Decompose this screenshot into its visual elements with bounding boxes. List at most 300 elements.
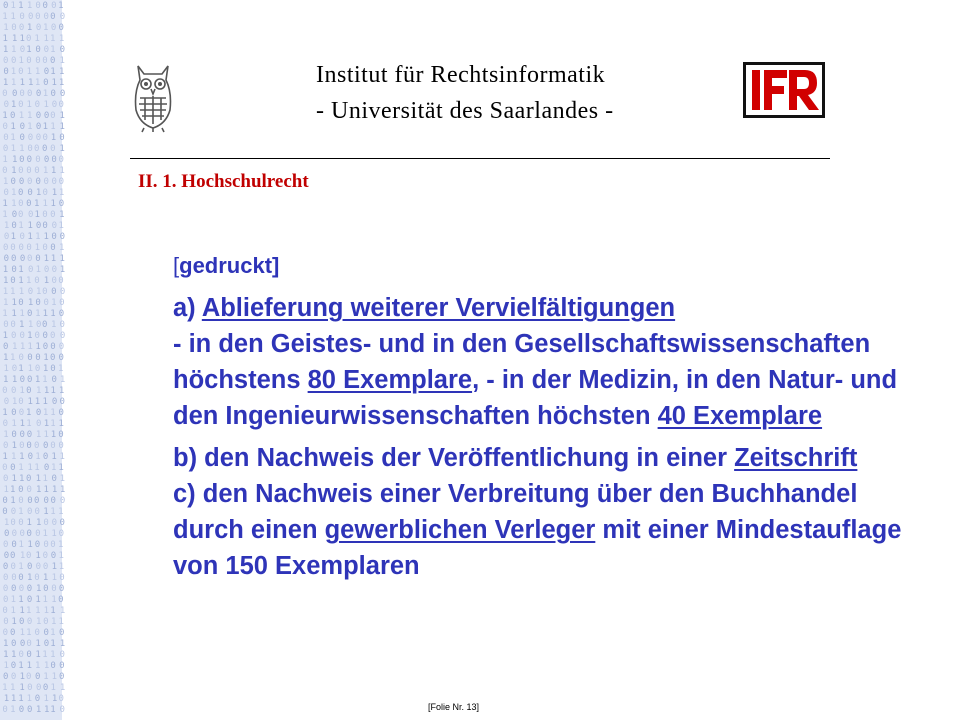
item-a-80-exemplare: 80 Exemplare xyxy=(307,366,473,394)
svg-text:0: 0 xyxy=(35,155,41,165)
svg-text:0: 0 xyxy=(26,584,33,594)
svg-text:0: 0 xyxy=(27,133,34,143)
svg-text:1: 1 xyxy=(18,265,24,275)
svg-text:0: 0 xyxy=(11,254,17,264)
svg-text:1: 1 xyxy=(50,507,56,517)
svg-text:1: 1 xyxy=(51,298,57,308)
svg-text:1: 1 xyxy=(18,320,25,330)
svg-text:0: 0 xyxy=(19,133,25,143)
svg-text:1: 1 xyxy=(18,287,25,297)
svg-text:1: 1 xyxy=(10,1,16,11)
svg-text:0: 0 xyxy=(2,166,8,176)
svg-text:0: 0 xyxy=(35,254,41,264)
svg-text:1: 1 xyxy=(19,452,25,462)
svg-text:0: 0 xyxy=(43,265,50,275)
svg-text:1: 1 xyxy=(35,650,41,660)
svg-text:1: 1 xyxy=(18,661,24,671)
svg-text:0: 0 xyxy=(43,67,50,77)
svg-text:1: 1 xyxy=(42,397,48,407)
svg-text:1: 1 xyxy=(35,386,42,396)
svg-text:0: 0 xyxy=(42,562,49,572)
svg-text:0: 0 xyxy=(51,276,57,286)
svg-text:1: 1 xyxy=(50,254,57,264)
svg-text:0: 0 xyxy=(27,705,33,715)
svg-text:0: 0 xyxy=(2,496,8,506)
svg-text:1: 1 xyxy=(10,353,16,363)
svg-text:0: 0 xyxy=(35,408,42,418)
svg-text:1: 1 xyxy=(11,155,18,165)
svg-text:0: 0 xyxy=(19,639,26,649)
svg-text:0: 0 xyxy=(59,320,65,330)
slide-content xyxy=(173,248,913,590)
svg-text:1: 1 xyxy=(34,67,41,77)
svg-text:1: 1 xyxy=(27,463,33,473)
svg-text:1: 1 xyxy=(10,12,16,22)
svg-text:1: 1 xyxy=(26,628,32,638)
svg-text:1: 1 xyxy=(50,386,56,396)
svg-text:0: 0 xyxy=(58,276,64,286)
svg-text:1: 1 xyxy=(27,320,34,330)
svg-text:0: 0 xyxy=(2,441,9,451)
svg-text:0: 0 xyxy=(18,210,24,220)
svg-text:0: 0 xyxy=(10,463,16,473)
svg-text:0: 0 xyxy=(35,298,41,308)
svg-text:1: 1 xyxy=(35,617,42,627)
svg-text:0: 0 xyxy=(18,573,24,583)
svg-text:1: 1 xyxy=(43,254,49,264)
svg-text:0: 0 xyxy=(11,89,18,99)
svg-text:1: 1 xyxy=(2,177,9,187)
svg-text:1: 1 xyxy=(18,111,25,121)
svg-text:0: 0 xyxy=(2,628,9,638)
svg-text:1: 1 xyxy=(18,694,24,704)
svg-text:0: 0 xyxy=(10,243,16,253)
svg-text:0: 0 xyxy=(43,496,49,506)
svg-text:1: 1 xyxy=(26,100,32,110)
svg-text:1: 1 xyxy=(50,67,56,77)
svg-text:0: 0 xyxy=(3,320,9,330)
svg-text:1: 1 xyxy=(50,463,57,473)
svg-text:0: 0 xyxy=(42,243,48,253)
svg-text:0: 0 xyxy=(35,177,41,187)
svg-text:0: 0 xyxy=(51,584,57,594)
svg-text:1: 1 xyxy=(27,364,34,374)
item-a-40-exemplare: 40 Exemplare xyxy=(657,402,823,430)
svg-text:1: 1 xyxy=(3,694,10,704)
svg-text:1: 1 xyxy=(18,463,24,473)
svg-text:1: 1 xyxy=(42,89,49,99)
svg-text:0: 0 xyxy=(2,672,9,682)
svg-text:0: 0 xyxy=(51,518,58,528)
svg-text:1: 1 xyxy=(43,507,49,517)
svg-text:1: 1 xyxy=(50,683,56,693)
svg-text:1: 1 xyxy=(58,364,64,374)
svg-text:1: 1 xyxy=(26,45,32,55)
svg-text:0: 0 xyxy=(50,210,56,220)
svg-text:1: 1 xyxy=(10,144,17,154)
svg-text:1: 1 xyxy=(42,650,48,660)
svg-text:1: 1 xyxy=(2,111,8,121)
svg-text:0: 0 xyxy=(58,595,64,605)
svg-text:1: 1 xyxy=(2,276,9,286)
svg-text:0: 0 xyxy=(51,375,57,385)
svg-text:0: 0 xyxy=(19,529,25,539)
svg-text:0: 0 xyxy=(18,353,24,363)
svg-text:0: 0 xyxy=(27,507,33,517)
svg-text:1: 1 xyxy=(42,408,49,418)
svg-text:0: 0 xyxy=(10,507,17,517)
svg-text:1: 1 xyxy=(10,232,17,242)
svg-text:1: 1 xyxy=(18,507,24,517)
university-subtitle: - Universität des Saarlandes - xyxy=(316,98,614,124)
svg-text:1: 1 xyxy=(10,485,16,495)
svg-text:1: 1 xyxy=(43,276,50,286)
svg-text:0: 0 xyxy=(59,661,65,671)
svg-text:1: 1 xyxy=(35,430,42,440)
svg-text:1: 1 xyxy=(3,353,9,363)
svg-text:1: 1 xyxy=(50,309,56,319)
svg-text:0: 0 xyxy=(51,177,57,187)
svg-text:1: 1 xyxy=(18,364,24,374)
svg-text:0: 0 xyxy=(35,45,41,55)
printed-tag xyxy=(173,248,913,284)
svg-text:0: 0 xyxy=(42,452,49,462)
svg-text:0: 0 xyxy=(42,287,48,297)
svg-text:1: 1 xyxy=(35,452,41,462)
svg-text:1: 1 xyxy=(35,474,42,484)
svg-text:1: 1 xyxy=(11,199,17,209)
svg-text:0: 0 xyxy=(26,595,33,605)
svg-text:0: 0 xyxy=(51,474,57,484)
slide-number: [Folie Nr. 13] xyxy=(428,702,480,712)
svg-text:1: 1 xyxy=(11,342,18,352)
svg-text:1: 1 xyxy=(27,342,33,352)
svg-text:1: 1 xyxy=(50,166,57,176)
svg-text:0: 0 xyxy=(42,133,48,143)
svg-text:1: 1 xyxy=(59,485,66,495)
svg-text:0: 0 xyxy=(18,243,24,253)
svg-text:0: 0 xyxy=(58,441,64,451)
svg-text:0: 0 xyxy=(11,265,17,275)
svg-text:0: 0 xyxy=(34,100,41,110)
svg-text:0: 0 xyxy=(11,23,17,33)
svg-text:0: 0 xyxy=(10,672,17,682)
svg-text:1: 1 xyxy=(43,694,49,704)
svg-text:1: 1 xyxy=(51,694,58,704)
svg-text:0: 0 xyxy=(58,694,64,704)
svg-text:1: 1 xyxy=(26,111,33,121)
svg-text:1: 1 xyxy=(59,452,65,462)
svg-text:0: 0 xyxy=(19,232,25,242)
svg-text:0: 0 xyxy=(59,650,65,660)
svg-text:1: 1 xyxy=(50,45,56,55)
svg-text:0: 0 xyxy=(3,254,10,264)
svg-text:0: 0 xyxy=(18,188,24,198)
svg-text:0: 0 xyxy=(27,375,33,385)
svg-text:1: 1 xyxy=(58,188,65,198)
svg-text:1: 1 xyxy=(50,34,56,44)
svg-text:0: 0 xyxy=(18,298,24,308)
item-b-zeitschrift: Zeitschrift xyxy=(734,444,858,472)
svg-text:1: 1 xyxy=(42,23,49,33)
svg-text:1: 1 xyxy=(11,298,17,308)
svg-text:1: 1 xyxy=(43,705,50,715)
svg-text:1: 1 xyxy=(2,34,8,44)
svg-text:1: 1 xyxy=(35,188,42,198)
svg-text:1: 1 xyxy=(3,650,9,660)
svg-text:1: 1 xyxy=(59,683,66,693)
svg-text:0: 0 xyxy=(58,100,64,110)
svg-text:0: 0 xyxy=(34,672,41,682)
svg-text:0: 0 xyxy=(50,540,56,550)
svg-text:0: 0 xyxy=(10,331,17,341)
svg-text:0: 0 xyxy=(42,56,48,66)
svg-text:0: 0 xyxy=(42,683,49,693)
svg-text:0: 0 xyxy=(19,45,26,55)
svg-text:1: 1 xyxy=(58,463,64,473)
svg-text:0: 0 xyxy=(51,265,58,275)
svg-text:0: 0 xyxy=(11,221,17,231)
svg-text:0: 0 xyxy=(50,144,56,154)
svg-text:1: 1 xyxy=(2,452,8,462)
svg-text:0: 0 xyxy=(18,485,24,495)
svg-text:0: 0 xyxy=(34,144,40,154)
svg-text:0: 0 xyxy=(58,353,64,363)
svg-text:1: 1 xyxy=(10,45,17,55)
svg-text:1: 1 xyxy=(34,375,41,385)
svg-text:1: 1 xyxy=(27,78,34,88)
tag-bracket-open: [ xyxy=(173,253,180,278)
svg-text:1: 1 xyxy=(27,573,33,583)
svg-text:0: 0 xyxy=(26,155,33,165)
svg-text:0: 0 xyxy=(18,23,25,33)
svg-text:1: 1 xyxy=(58,507,64,517)
svg-text:0: 0 xyxy=(11,540,17,550)
svg-text:1: 1 xyxy=(11,441,18,451)
svg-text:1: 1 xyxy=(34,199,40,209)
svg-text:1: 1 xyxy=(34,463,40,473)
svg-text:1: 1 xyxy=(58,540,64,550)
svg-text:1: 1 xyxy=(43,672,49,682)
svg-text:1: 1 xyxy=(27,232,33,242)
svg-text:1: 1 xyxy=(42,595,48,605)
svg-text:1: 1 xyxy=(34,210,40,220)
institute-title: Institut für Rechtsinformatik xyxy=(316,62,606,88)
svg-text:1: 1 xyxy=(50,650,56,660)
svg-text:0: 0 xyxy=(50,441,56,451)
svg-text:0: 0 xyxy=(58,155,64,165)
svg-text:1: 1 xyxy=(3,430,9,440)
svg-text:1: 1 xyxy=(10,122,16,132)
svg-text:0: 0 xyxy=(2,56,9,66)
svg-text:0: 0 xyxy=(59,89,66,99)
svg-text:1: 1 xyxy=(59,56,65,66)
svg-text:1: 1 xyxy=(58,1,64,11)
svg-text:1: 1 xyxy=(34,78,41,88)
svg-text:0: 0 xyxy=(18,518,24,528)
svg-text:1: 1 xyxy=(10,67,17,77)
svg-text:1: 1 xyxy=(58,562,65,572)
svg-text:0: 0 xyxy=(50,12,56,22)
svg-text:0: 0 xyxy=(3,188,9,198)
svg-text:1: 1 xyxy=(35,232,41,242)
svg-text:1: 1 xyxy=(43,353,49,363)
svg-text:0: 0 xyxy=(27,683,33,693)
svg-text:1: 1 xyxy=(51,529,57,539)
svg-text:0: 0 xyxy=(58,177,64,187)
svg-text:0: 0 xyxy=(26,474,32,484)
item-c-tail: mit einer Mindestauflage von 150 Exemplaren xyxy=(173,516,902,580)
svg-text:1: 1 xyxy=(2,309,8,319)
svg-text:1: 1 xyxy=(3,298,9,308)
svg-text:0: 0 xyxy=(43,441,49,451)
svg-text:0: 0 xyxy=(2,1,9,11)
svg-text:0: 0 xyxy=(59,496,66,506)
svg-text:1: 1 xyxy=(42,309,49,319)
svg-text:0: 0 xyxy=(27,496,33,506)
svg-text:0: 0 xyxy=(11,386,17,396)
svg-text:0: 0 xyxy=(10,562,16,572)
svg-text:1: 1 xyxy=(50,617,57,627)
svg-text:0: 0 xyxy=(35,221,42,231)
svg-text:1: 1 xyxy=(58,34,65,44)
svg-text:0: 0 xyxy=(50,243,56,253)
svg-text:0: 0 xyxy=(2,474,9,484)
svg-text:1: 1 xyxy=(3,661,9,671)
item-c-text: c) den Nachweis einer Verbreitung über den Buchhandel durch einen xyxy=(173,480,858,544)
svg-text:1: 1 xyxy=(34,661,41,671)
svg-text:0: 0 xyxy=(18,177,25,187)
svg-text:1: 1 xyxy=(43,100,49,110)
svg-text:0: 0 xyxy=(35,529,41,539)
svg-text:0: 0 xyxy=(34,496,40,506)
svg-text:1: 1 xyxy=(27,298,34,308)
svg-text:0: 0 xyxy=(59,705,65,715)
svg-text:1: 1 xyxy=(27,122,33,132)
svg-text:0: 0 xyxy=(3,397,10,407)
svg-text:1: 1 xyxy=(34,243,41,253)
svg-text:1: 1 xyxy=(10,705,16,715)
svg-text:0: 0 xyxy=(3,232,10,242)
svg-text:0: 0 xyxy=(34,694,41,704)
svg-text:1: 1 xyxy=(58,78,65,88)
svg-text:1: 1 xyxy=(43,606,50,616)
svg-text:0: 0 xyxy=(19,441,25,451)
svg-text:0: 0 xyxy=(18,408,25,418)
svg-text:0: 0 xyxy=(2,540,9,550)
svg-text:0: 0 xyxy=(34,573,40,583)
svg-text:0: 0 xyxy=(26,672,32,682)
svg-text:1: 1 xyxy=(19,551,26,561)
svg-text:0: 0 xyxy=(58,628,65,638)
svg-text:1: 1 xyxy=(11,419,17,429)
svg-text:0: 0 xyxy=(3,133,9,143)
svg-text:1: 1 xyxy=(19,144,25,154)
svg-text:1: 1 xyxy=(59,111,65,121)
svg-text:0: 0 xyxy=(43,12,49,22)
svg-text:1: 1 xyxy=(26,67,33,77)
svg-text:0: 0 xyxy=(43,518,49,528)
svg-text:0: 0 xyxy=(11,573,17,583)
svg-text:1: 1 xyxy=(42,199,48,209)
svg-text:0: 0 xyxy=(59,287,66,297)
svg-text:1: 1 xyxy=(51,78,57,88)
ifr-logo-icon xyxy=(743,62,825,118)
svg-text:0: 0 xyxy=(11,210,18,220)
svg-text:0: 0 xyxy=(27,452,34,462)
svg-text:0: 0 xyxy=(58,199,65,209)
svg-text:0: 0 xyxy=(35,320,42,330)
svg-text:1: 1 xyxy=(27,221,33,231)
header-divider xyxy=(130,158,830,159)
svg-text:1: 1 xyxy=(59,210,65,220)
svg-text:0: 0 xyxy=(18,166,24,176)
svg-text:1: 1 xyxy=(51,595,57,605)
svg-text:1: 1 xyxy=(10,100,17,110)
svg-text:0: 0 xyxy=(42,551,49,561)
svg-text:0: 0 xyxy=(27,562,33,572)
svg-text:0: 0 xyxy=(50,496,56,506)
svg-text:0: 0 xyxy=(59,518,65,528)
svg-text:1: 1 xyxy=(26,408,32,418)
svg-text:1: 1 xyxy=(10,694,17,704)
svg-text:0: 0 xyxy=(2,419,9,429)
svg-text:0: 0 xyxy=(50,364,56,374)
svg-text:1: 1 xyxy=(50,419,56,429)
svg-text:0: 0 xyxy=(27,12,34,22)
section-title: II. 1. Hochschulrecht xyxy=(138,171,309,192)
svg-text:0: 0 xyxy=(3,595,9,605)
svg-text:1: 1 xyxy=(18,540,24,550)
svg-text:1: 1 xyxy=(35,606,41,616)
svg-text:1: 1 xyxy=(10,287,16,297)
svg-text:1: 1 xyxy=(11,617,17,627)
svg-text:1: 1 xyxy=(51,452,57,462)
svg-text:0: 0 xyxy=(2,584,9,594)
svg-text:1: 1 xyxy=(26,518,32,528)
svg-text:0: 0 xyxy=(50,342,56,352)
svg-text:0: 0 xyxy=(59,298,65,308)
svg-text:0: 0 xyxy=(58,430,64,440)
svg-text:0: 0 xyxy=(3,617,9,627)
svg-text:1: 1 xyxy=(19,628,25,638)
svg-text:0: 0 xyxy=(11,364,18,374)
svg-text:0: 0 xyxy=(42,1,48,11)
svg-text:0: 0 xyxy=(2,342,9,352)
svg-text:1: 1 xyxy=(42,122,49,132)
svg-text:0: 0 xyxy=(26,485,32,495)
svg-text:0: 0 xyxy=(50,353,56,363)
svg-text:0: 0 xyxy=(2,144,9,154)
svg-text:0: 0 xyxy=(27,210,34,220)
svg-text:1: 1 xyxy=(59,606,66,616)
svg-text:1: 1 xyxy=(19,342,26,352)
svg-text:0: 0 xyxy=(26,430,33,440)
svg-text:0: 0 xyxy=(35,89,42,99)
svg-text:0: 0 xyxy=(50,331,56,341)
svg-text:1: 1 xyxy=(35,265,41,275)
svg-text:1: 1 xyxy=(43,430,49,440)
svg-text:1: 1 xyxy=(2,265,9,275)
svg-text:1: 1 xyxy=(50,320,57,330)
svg-text:0: 0 xyxy=(58,584,65,594)
svg-text:1: 1 xyxy=(59,166,65,176)
svg-text:0: 0 xyxy=(10,551,16,561)
svg-text:1: 1 xyxy=(43,386,50,396)
svg-text:1: 1 xyxy=(35,551,41,561)
svg-text:0: 0 xyxy=(43,584,49,594)
svg-text:1: 1 xyxy=(26,694,33,704)
